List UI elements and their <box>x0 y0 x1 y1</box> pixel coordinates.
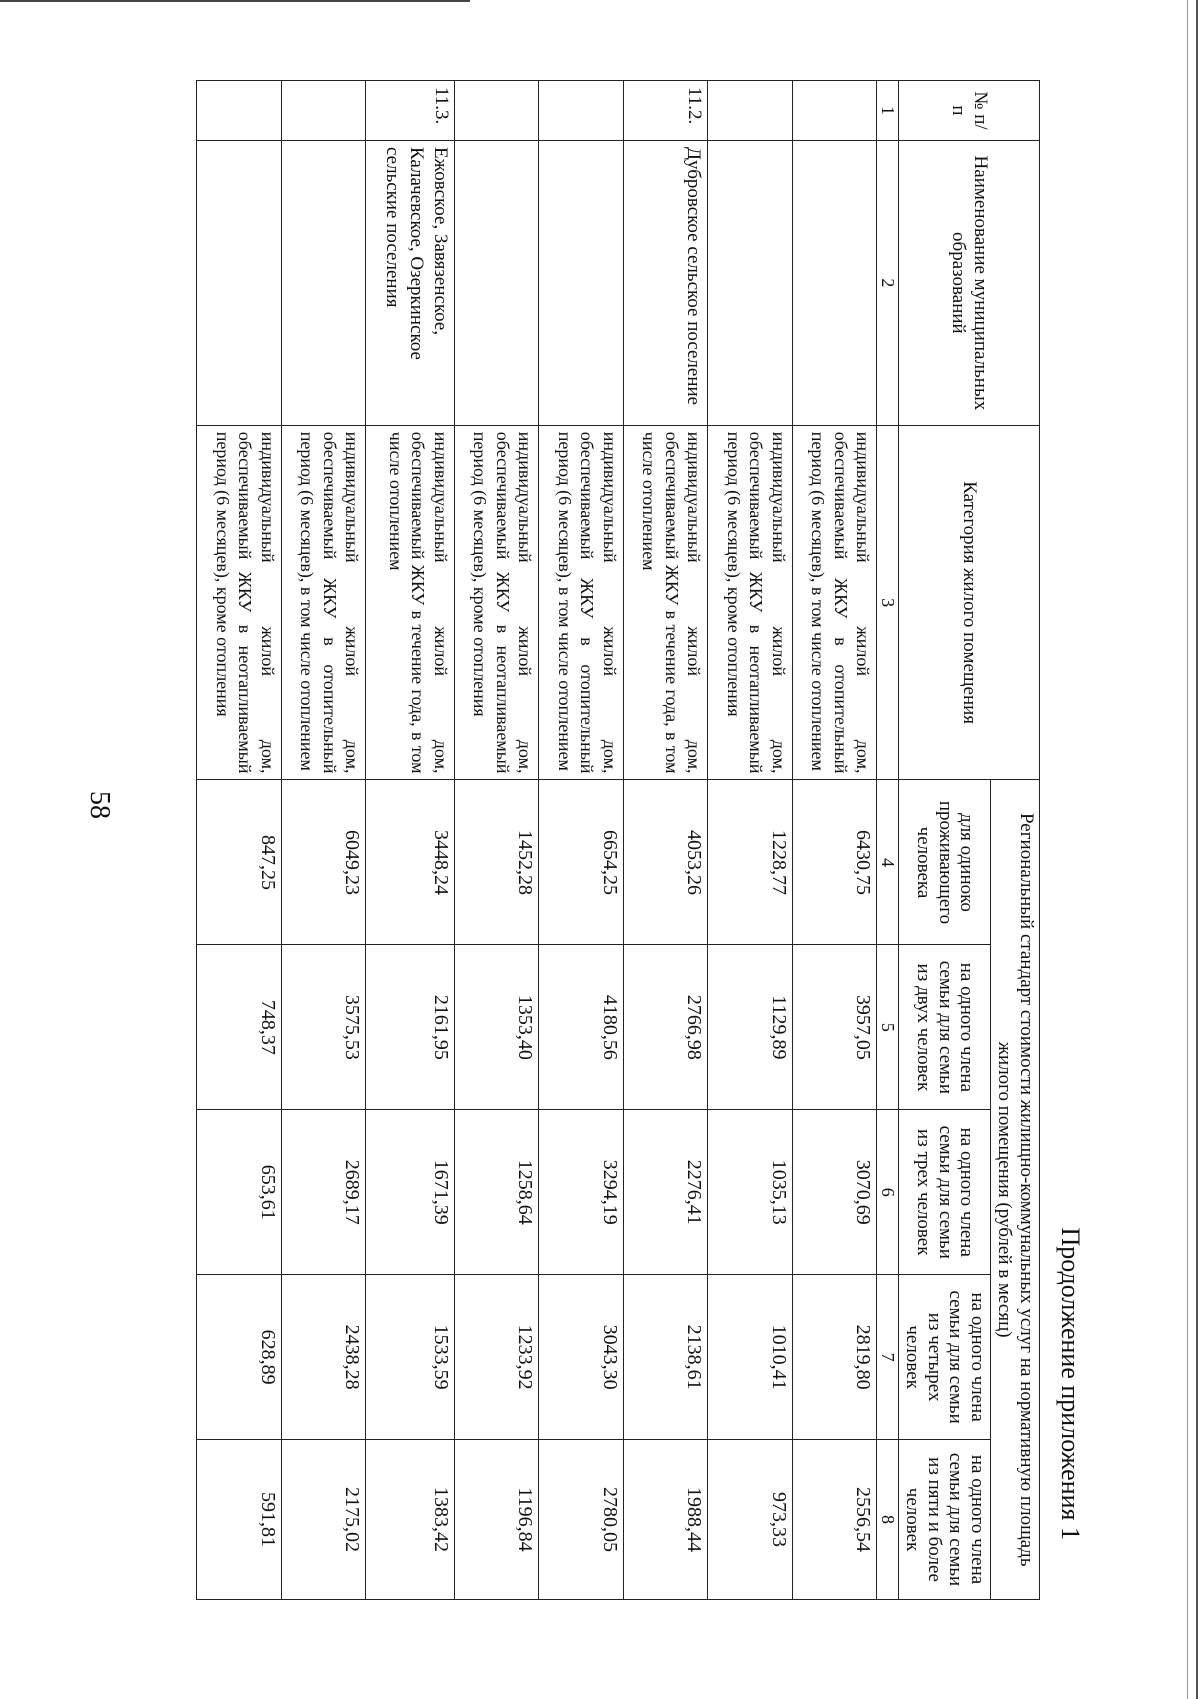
row-category: индивидуальный жилой дом, обеспечиваемый ЖКУ в отопительный период (6 месяцев), в том числе отоплением <box>792 425 877 780</box>
value-family-5: 2175,02 <box>282 1440 367 1600</box>
value-family-2: 1353,40 <box>454 945 539 1110</box>
row-municipality <box>708 140 793 425</box>
value-family-2: 2766,98 <box>623 945 708 1110</box>
header-family-3: на одного члена семьи для семьи из трех человек <box>898 1110 990 1275</box>
row-category: индивидуальный жилой дом, обеспечиваемый ЖКУ в неотапливаемый период (6 месяцев), кроме отопления <box>708 425 793 780</box>
row-municipality <box>539 140 624 425</box>
row-number <box>792 81 877 141</box>
value-family-5: 591,81 <box>197 1440 282 1600</box>
row-municipality <box>282 140 367 425</box>
col-number: 3 <box>877 425 899 780</box>
value-family-4: 628,89 <box>197 1275 282 1440</box>
row-category: индивидуальный жилой дом, обеспечиваемый ЖКУ в отопительный период (6 месяцев), в том числе отоплением <box>539 425 624 780</box>
value-family-2: 3575,53 <box>282 945 367 1110</box>
value-family-2: 2161,95 <box>366 945 454 1110</box>
value-family-4: 1010,41 <box>708 1275 793 1440</box>
value-family-4: 2138,61 <box>623 1275 708 1440</box>
value-family-4: 1533,59 <box>366 1275 454 1440</box>
header-family-5: на одного члена семьи для семьи из пяти и более человек <box>898 1440 990 1600</box>
value-family-4: 1233,92 <box>454 1275 539 1440</box>
scan-edge-right <box>1196 0 1198 1699</box>
table-row <box>197 81 282 1600</box>
row-number: 11.2. <box>623 81 708 141</box>
value-family-5: 1383,42 <box>366 1440 454 1600</box>
header-number: № п/п <box>898 81 1039 141</box>
page-number: 58 <box>84 791 115 819</box>
header-group: Региональный стандарт стоимости жилищно-коммунальных услуг на нормативную площадь жилого помещения (рублей в месяц) <box>991 780 1040 1600</box>
value-family-3: 3070,69 <box>792 1110 877 1275</box>
value-family-4: 2819,80 <box>792 1275 877 1440</box>
row-category: индивидуальный жилой дом, обеспечиваемый ЖКУ в неотапливаемый период (6 месяцев), кроме отопления <box>454 425 539 780</box>
value-family-3: 3294,19 <box>539 1110 624 1275</box>
row-number: 11.3. <box>366 81 454 141</box>
value-family-4: 3043,30 <box>539 1275 624 1440</box>
value-single: 3448,24 <box>366 780 454 945</box>
col-number: 2 <box>877 140 899 425</box>
row-municipality: Ежовское, Завязенское, Калачевское, Озеркинское сельские поселения <box>366 140 454 425</box>
appendix-title: Продолжение приложения 1 <box>1056 1227 1085 1540</box>
value-family-4: 2438,28 <box>282 1275 367 1440</box>
header-family-2: на одного члена семьи для семьи из двух человек <box>898 945 990 1110</box>
row-category: индивидуальный жилой дом, обеспечиваемый ЖКУ в неотапливаемый период (6 месяцев), кроме отопления <box>197 425 282 780</box>
row-municipality <box>454 140 539 425</box>
value-family-5: 1988,44 <box>623 1440 708 1600</box>
value-family-2: 1129,89 <box>708 945 793 1110</box>
value-family-5: 973,33 <box>708 1440 793 1600</box>
value-family-3: 1035,13 <box>708 1110 793 1275</box>
value-single: 6430,75 <box>792 780 877 945</box>
value-family-5: 2780,05 <box>539 1440 624 1600</box>
col-number: 1 <box>877 81 899 141</box>
table-row <box>454 81 539 1600</box>
row-number <box>197 81 282 141</box>
row-number <box>454 81 539 141</box>
row-municipality <box>792 140 877 425</box>
row-number <box>282 81 367 141</box>
value-family-2: 4180,56 <box>539 945 624 1110</box>
row-municipality <box>197 140 282 425</box>
row-municipality: Дубровское сельское поселение <box>623 140 708 425</box>
scan-edge-top <box>0 0 470 2</box>
header-municipality: Наименование муниципальных образований <box>898 140 1039 425</box>
row-category: индивидуальный жилой дом, обеспечиваемый ЖКУ в течение года, в том числе отоплением <box>366 425 454 780</box>
row-number <box>539 81 624 141</box>
value-family-5: 2556,54 <box>792 1440 877 1600</box>
value-family-3: 2276,41 <box>623 1110 708 1275</box>
value-family-3: 1258,64 <box>454 1110 539 1275</box>
value-family-3: 2689,17 <box>282 1110 367 1275</box>
table-row <box>708 81 793 1600</box>
value-single: 847,25 <box>197 780 282 945</box>
value-family-3: 653,61 <box>197 1110 282 1275</box>
value-family-5: 1196,84 <box>454 1440 539 1600</box>
value-single: 4053,26 <box>623 780 708 945</box>
value-family-2: 3957,05 <box>792 945 877 1110</box>
header-family-4: на одного члена семьи для семьи из четырех человек <box>898 1275 990 1440</box>
col-number: 8 <box>877 1440 899 1600</box>
table-row <box>366 81 454 1600</box>
value-family-2: 748,37 <box>197 945 282 1110</box>
table-row <box>792 81 877 1600</box>
table-row <box>623 81 708 1600</box>
header-single: для одиноко проживающего человека <box>898 780 990 945</box>
col-number: 6 <box>877 1110 899 1275</box>
table-row <box>539 81 624 1600</box>
value-family-3: 1671,39 <box>366 1110 454 1275</box>
row-category: индивидуальный жилой дом, обеспечиваемый ЖКУ в течение года, в том числе отоплением <box>623 425 708 780</box>
value-single: 6049,23 <box>282 780 367 945</box>
value-single: 1452,28 <box>454 780 539 945</box>
col-number: 5 <box>877 945 899 1110</box>
row-number <box>708 81 793 141</box>
col-number: 4 <box>877 780 899 945</box>
value-single: 1228,77 <box>708 780 793 945</box>
header-category: Категория жилого помещения <box>898 425 1039 780</box>
table-row <box>282 81 367 1600</box>
row-category: индивидуальный жилой дом, обеспечиваемый ЖКУ в отопительный период (6 месяцев), в том числе отоплением <box>282 425 367 780</box>
rotated-page <box>84 60 1100 1620</box>
scan-edge-right-inner <box>1187 0 1188 1699</box>
col-number: 7 <box>877 1275 899 1440</box>
standards-table <box>197 80 1041 1600</box>
value-single: 6654,25 <box>539 780 624 945</box>
